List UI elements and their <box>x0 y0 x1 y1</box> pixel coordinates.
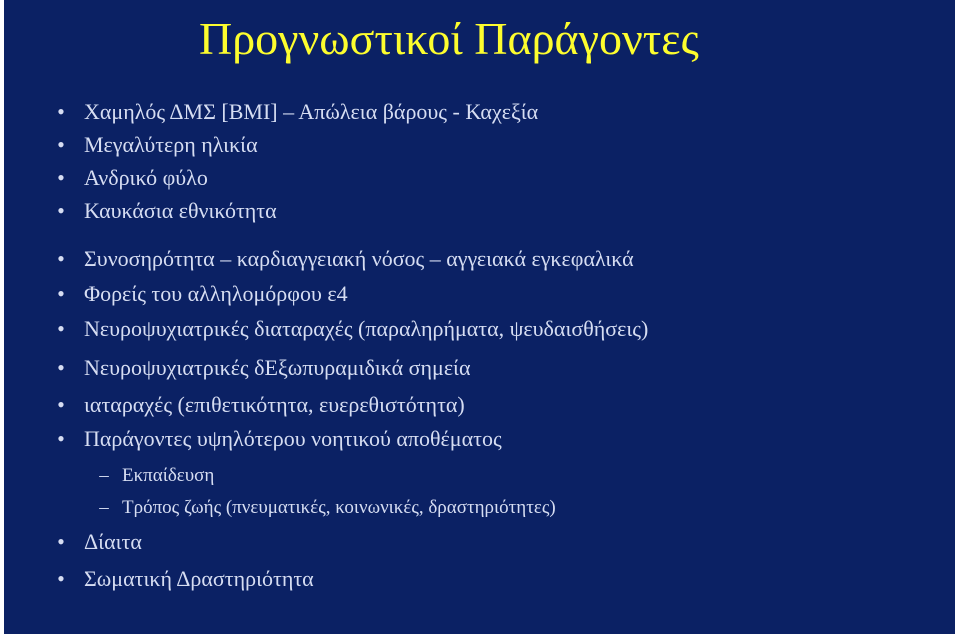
bullet-marker: • <box>57 355 65 380</box>
bullet-item <box>57 197 277 225</box>
bullet-item <box>57 280 348 308</box>
bullet-item <box>57 354 471 382</box>
bullet-text: Νευροψυχιατρικές διαταραχές (παραληρήματα, ψευδαισθήσεις) <box>84 316 649 341</box>
bullet-item <box>57 425 502 453</box>
bullet-marker: • <box>57 198 65 223</box>
bullet-marker: • <box>57 165 65 190</box>
slide-title: Προγνωστικοί Παράγοντες <box>199 13 699 64</box>
bullet-marker: • <box>57 281 65 306</box>
bullet-text: Σωματική Δραστηριότητα <box>84 566 314 591</box>
bullet-text: ιαταραχές (επιθετικότητα, ευερεθιστότητα) <box>84 392 465 417</box>
bullet-text: Συνοσηρότητα – καρδιαγγειακή νόσος – αγγειακά εγκεφαλικά <box>84 246 634 271</box>
dash-marker: – <box>99 465 109 486</box>
slide <box>4 0 955 634</box>
bullet-text: Νευροψυχιατρικές δΕξωπυραμιδικά σημεία <box>84 355 471 380</box>
sub-bullet-text: Εκπαίδευση <box>122 465 215 486</box>
bullet-text: Μεγαλύτερη ηλικία <box>84 132 258 157</box>
bullet-marker: • <box>57 392 65 417</box>
bullet-item <box>57 315 649 343</box>
bullet-marker: • <box>57 529 65 554</box>
bullet-marker: • <box>57 566 65 591</box>
bullet-item <box>57 131 258 159</box>
sub-bullet-item <box>99 496 556 520</box>
bullet-item <box>57 245 634 273</box>
sub-bullet-item <box>99 464 215 488</box>
bullet-marker: • <box>57 246 65 271</box>
bullet-text: Φορείς του αλληλομόρφου ε4 <box>84 281 348 306</box>
bullet-item <box>57 164 208 192</box>
bullet-marker: • <box>57 316 65 341</box>
bullet-marker: • <box>57 99 65 124</box>
bullet-marker: • <box>57 132 65 157</box>
sub-bullet-text: Τρόπος ζωής (πνευματικές, κοινωνικές, δραστηριότητες) <box>122 497 556 518</box>
bullet-text: Καυκάσια εθνικότητα <box>84 198 277 223</box>
bullet-item <box>57 391 465 419</box>
bullet-item <box>57 565 314 593</box>
bullet-item <box>57 528 142 556</box>
dash-marker: – <box>99 497 109 518</box>
bullet-item <box>57 98 539 126</box>
bullet-text: Δίαιτα <box>84 529 142 554</box>
bullet-marker: • <box>57 426 65 451</box>
bullet-text: Ανδρικό φύλο <box>84 165 208 190</box>
bullet-text: Χαμηλός ΔΜΣ [BMI] – Απώλεια βάρους - Καχεξία <box>84 99 539 124</box>
bullet-text: Παράγοντες υψηλότερου νοητικού αποθέματος <box>84 426 502 451</box>
